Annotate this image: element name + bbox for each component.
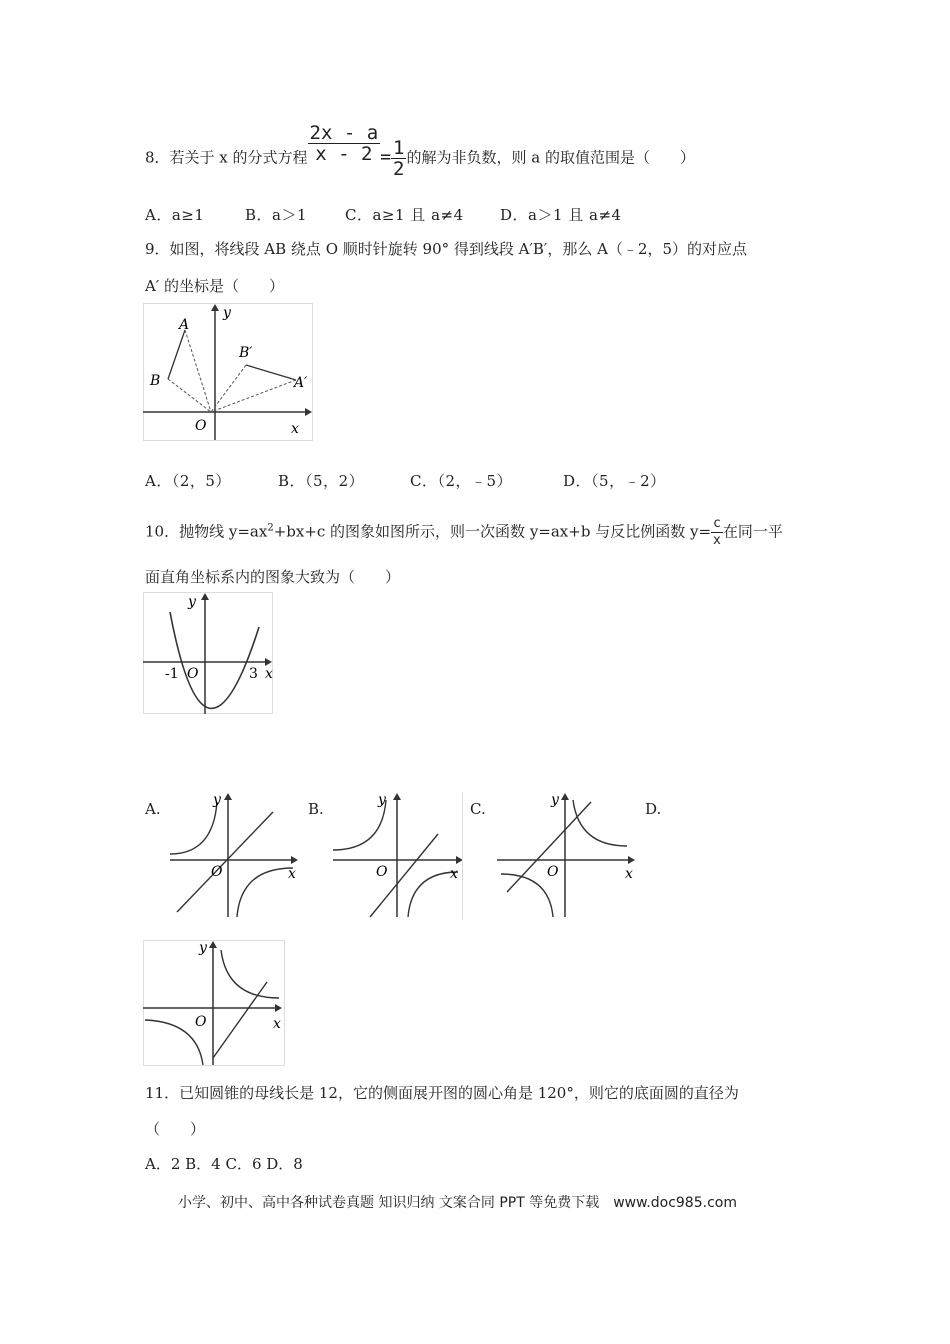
q9-x-arrow-icon [305,408,312,416]
q9-label-b: B [150,373,161,389]
graph-a-label-x: x [288,866,296,882]
graph-d-frame [144,941,285,1066]
graph-a-label-o: O [211,864,223,880]
q9-option-b[interactable]: B．（5，2） [278,472,365,490]
q9-label-x: x [291,421,299,437]
q9-label-o: O [195,418,207,434]
graph-d-label-o: O [195,1014,207,1030]
graph-d-hyperbola-upper [221,950,279,998]
graph-d-y-arrow-icon [209,941,217,948]
q8-fraction-left: $\frac{2x - a}{x - 2}$ [309,122,379,165]
q11-options[interactable]: A．2 B．4 C．6 D．8 [145,1155,303,1173]
q9-line2: A′ 的坐标是（ ） [145,277,285,295]
graph-c-hyperbola-lower [501,874,553,917]
graph-d-label-x: x [273,1016,281,1032]
graph-b-label-x: x [450,866,458,882]
q11-line1: 11．已知圆锥的母线长是 12，它的侧面展开图的圆心角是 120°，则它的底面圆的直径为 [145,1084,739,1102]
graph-c-label-o: O [547,864,559,880]
graph-d-line [213,982,267,1058]
graph-a-y-arrow-icon [224,793,232,800]
q10-parabola-y-arrow-icon [201,593,209,600]
q8-prefix: 8．若关于 x 的分式方程 [145,148,308,167]
q8-suffix: 的解为非负数，则 a 的取值范围是（ ） [406,148,695,167]
q10-option-d-letter[interactable]: D. [645,800,662,818]
q9-line1: 9．如图，将线段 AB 绕点 O 顺时针旋转 90° 得到线段 A′B′，那么 A（﹣2，5）的对应点 [145,240,748,258]
q10-option-a-letter[interactable]: A. [145,800,161,818]
graph-a-label-y: y [213,792,221,808]
graph-c-x-arrow-icon [628,856,635,864]
q10-parabola-frame [144,593,273,714]
q10-graph-a[interactable] [165,792,300,920]
q9-label-a: A [179,317,190,333]
graph-c-label-y: y [551,792,559,808]
q9-label-y: y [223,305,231,321]
graph-d-label-y: y [199,940,207,956]
q9-segment-ab [168,330,185,379]
graph-b-label-y: y [378,792,386,808]
q10-parabola-x-arrow-icon [265,658,272,666]
q10-label-x: x [265,666,273,682]
q10-line1 [145,516,783,549]
q10-label-3: 3 [249,666,258,682]
q10-graph-d[interactable] [143,940,285,1066]
q8-equals: = [380,146,392,168]
q9-y-arrow-icon [211,304,219,311]
graph-c-label-x: x [625,866,633,882]
question-8 [145,122,695,180]
q10-mid: +bx+c 的图象如图所示，则一次函数 y=ax+b 与反比例函数 y= [273,522,712,541]
graph-a-line [177,812,273,912]
q10-label-y: y [188,594,196,610]
q8-fraction-right: $\frac{1}{2}$ [393,137,405,180]
q10-prefix: 10．抛物线 y=ax [145,522,268,541]
q11-line2: （ ） [145,1120,206,1138]
q10-label-o: O [187,666,199,682]
q10-suffix: 在同一平 [722,522,783,541]
q10-parabola-figure [143,592,273,714]
graph-a-hyperbola-lower [237,868,293,917]
q8-option-b[interactable]: B．a＞1 [245,206,308,224]
graph-b-label-o: O [376,864,388,880]
q10-option-c-letter[interactable]: C. [470,800,486,818]
q10-graph-c[interactable] [497,792,637,920]
q9-option-d[interactable]: D．（5，﹣2） [563,472,666,490]
graph-a-hyperbola-upper [170,802,217,854]
q9-label-a-prime: A′ [294,375,308,391]
graph-c-y-arrow-icon [561,793,569,800]
q10-line2: 面直角坐标系内的图象大致为（ ） [145,568,401,586]
q9-option-c[interactable]: C．（2，﹣5） [410,472,513,490]
q9-dash-oa-prime [211,380,296,412]
q9-label-b-prime: B′ [239,345,253,361]
q9-figure [143,303,313,441]
graph-divider [462,792,463,920]
graph-c-hyperbola-upper [573,800,627,846]
q10-graph-b[interactable] [330,792,465,920]
q8-option-d[interactable]: D．a＞1 且 a≠4 [500,206,622,224]
graph-b-y-arrow-icon [393,793,401,800]
q10-fraction: $\frac{c}{x}$ [713,516,721,548]
q9-option-a[interactable]: A．（2，5） [145,472,231,490]
q10-superscript: 2 [267,522,274,534]
q8-option-c[interactable]: C．a≥1 且 a≠4 [345,206,464,224]
q8-option-a[interactable]: A．a≥1 [145,206,205,224]
q10-parabola-curve [170,612,259,708]
q9-segment-ab-prime [246,365,296,380]
graph-a-x-arrow-icon [291,856,298,864]
page-footer: 小学、初中、高中各种试卷真题 知识归纳 文案合同 PPT 等免费下载 www.doc985.com [178,1195,737,1211]
q9-figure-frame [144,304,313,441]
graph-d-x-arrow-icon [275,1004,282,1012]
q10-option-b-letter[interactable]: B. [308,800,324,818]
q10-label-neg1: -1 [165,666,179,682]
q9-dash-oa [185,330,211,412]
q9-dash-ob [168,379,211,412]
